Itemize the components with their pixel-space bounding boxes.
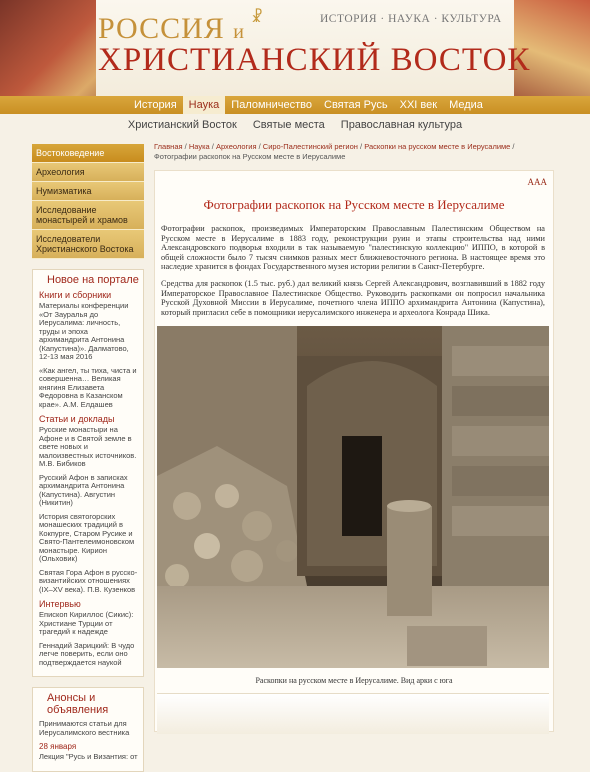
subnav-holy-places[interactable]: Святые места <box>252 119 325 131</box>
news-item[interactable]: Святая Гора Афон в русско-византийских отношениях (IX–XV века). П.В. Кузенков <box>39 567 138 594</box>
news-item[interactable]: «Как ангел, ты тиха, чиста и совершенна… Великая княгиня Елизавета Федоровна в Казанском крае». А.М. Елдашев <box>39 365 137 409</box>
site-header <box>0 0 590 96</box>
news-item[interactable]: Епископ Кириллос (Сикис): Христиане Турции от трагедий к надежде <box>39 610 134 636</box>
announce-item[interactable]: Принимаются статьи для Иерусалимского вестника <box>39 719 130 737</box>
site-tagline: ИСТОРИЯ · НАУКА · КУЛЬТУРА <box>320 13 502 25</box>
font-size-control[interactable]: AAA <box>527 177 547 187</box>
announce-box-title: Анонсы и объявления <box>47 692 109 716</box>
excavation-photo[interactable] <box>157 326 549 668</box>
breadcrumb-home[interactable]: Главная <box>154 142 183 151</box>
sidebar-item-researchers[interactable]: Исследователи Христианского Востока <box>32 230 144 259</box>
nav-item-holy-rus[interactable]: Святая Русь <box>324 99 388 111</box>
news-item[interactable]: История святогорских монашеских традиций в Кокпурге, Старом Русике и Свято-Пантелеимоновском монастыре. Кирион (Ольховик) <box>39 511 135 563</box>
news-item[interactable]: Русский Афон в записках архимандрита Антонина (Капустина). Августин (Никитин) <box>39 472 128 507</box>
news-section-books: Книги и сборники <box>39 290 112 300</box>
news-box-title: Новое на портале <box>47 274 139 286</box>
site-logo-line2[interactable]: ХРИСТИАНСКИЙ ВОСТОК <box>98 42 531 78</box>
sidebar-item-monasteries[interactable]: Исследование монастырей и храмов <box>32 201 144 230</box>
sidebar <box>32 144 144 772</box>
news-item[interactable]: Материалы конференции «От Зауралья до Иерусалима: личность, труды и эпоха архимандрита Антонина (Капустина)». Далматово, 12-13 мая 2016 <box>39 301 129 361</box>
breadcrumb-archaeology[interactable]: Археология <box>215 142 257 151</box>
sidebar-item-archaeology[interactable]: Археология <box>32 163 144 182</box>
article-paragraph: Средства для раскопок (1.5 тыс. руб.) дал великий князь Сергей Александрович, возглавивший в 1882 году Императорское Православное Палестинское Общество. Руководить раскопками он попросил начальника Русской Духовной Миссии в Иерусалиме, почетного члена ИППО архимандрита Антонина (Капустина), который пригласил себе в помощники иерусалимского инженера и археолога Конрада Шика. <box>161 279 545 317</box>
breadcrumb: Главная / Наука / Археология / Сиро-Палестинский регион / Раскопки на русском месте в Иерусалиме / Фотографии раскопок на Русском месте в Иерусалиме <box>154 142 515 161</box>
main-nav <box>0 96 590 114</box>
nav-item-pilgrimage[interactable]: Паломничество <box>231 99 312 111</box>
article-paragraph: Фотографии раскопок, произведимых Императорским Православным Палестинским Обществом на Русском месте в Иерусалиме в 1883 году, реконструкции руин и этапы строительства над ними Александровского подворья входили в так называемую "палестинскую коллекцию" ИППО, в которой в общей сложности было 7 тысяч снимков разных мест ближневосточного региона. В настоящее время это наследие хранится в фондах Государственного музея истории религии в Санкт-Петербурге. <box>161 224 545 272</box>
next-photo-preview <box>157 693 549 734</box>
news-section-articles: Статьи и доклады <box>39 414 115 424</box>
announce-date: 28 января <box>39 742 77 751</box>
news-box <box>32 269 144 677</box>
news-item[interactable]: Русские монастыри на Афоне и в Святой земле в свете новых и малоизвестных источников. М.В. Бибиков <box>39 425 137 468</box>
nav-item-science[interactable]: Наука <box>183 96 226 114</box>
news-item[interactable]: Геннадий Зарицкий: В чудо легче поверить, если оно подтверждается наукой <box>39 640 135 667</box>
subnav-christian-east[interactable]: Христианский Восток <box>127 119 237 131</box>
breadcrumb-current: Фотографии раскопок на Русском месте в Иерусалиме <box>154 152 346 161</box>
nav-item-xxi-century[interactable]: XXI век <box>399 99 438 111</box>
article <box>154 170 554 732</box>
breadcrumb-excavations[interactable]: Раскопки на русском месте в Иерусалиме <box>364 142 511 151</box>
nav-item-media[interactable]: Медиа <box>449 99 483 111</box>
news-section-interviews: Интервью <box>39 599 81 609</box>
sidebar-item-numismatics[interactable]: Нумизматика <box>32 182 144 201</box>
announce-box <box>32 687 144 772</box>
subnav-orthodox-culture[interactable]: Православная культура <box>340 119 463 131</box>
icon-painting-left <box>0 0 96 96</box>
nav-item-history[interactable]: История <box>134 99 177 111</box>
cross-icon: ☧ <box>251 10 263 26</box>
breadcrumb-syro-palestine[interactable]: Сиро-Палестинский регион <box>262 142 358 151</box>
page-title: Фотографии раскопок на Русском месте в Иерусалиме <box>203 197 505 212</box>
photo-caption: Раскопки на русском месте в Иерусалиме. Вид арки с юга <box>255 676 453 685</box>
breadcrumb-science[interactable]: Наука <box>188 142 210 151</box>
sub-nav <box>0 114 590 138</box>
announce-item[interactable]: Лекция "Русь и Византия: от <box>39 752 138 761</box>
sidebar-item-oriental-studies[interactable]: Востоковедение <box>32 144 144 163</box>
site-logo-line1[interactable]: РОССИЯ и <box>98 12 245 45</box>
